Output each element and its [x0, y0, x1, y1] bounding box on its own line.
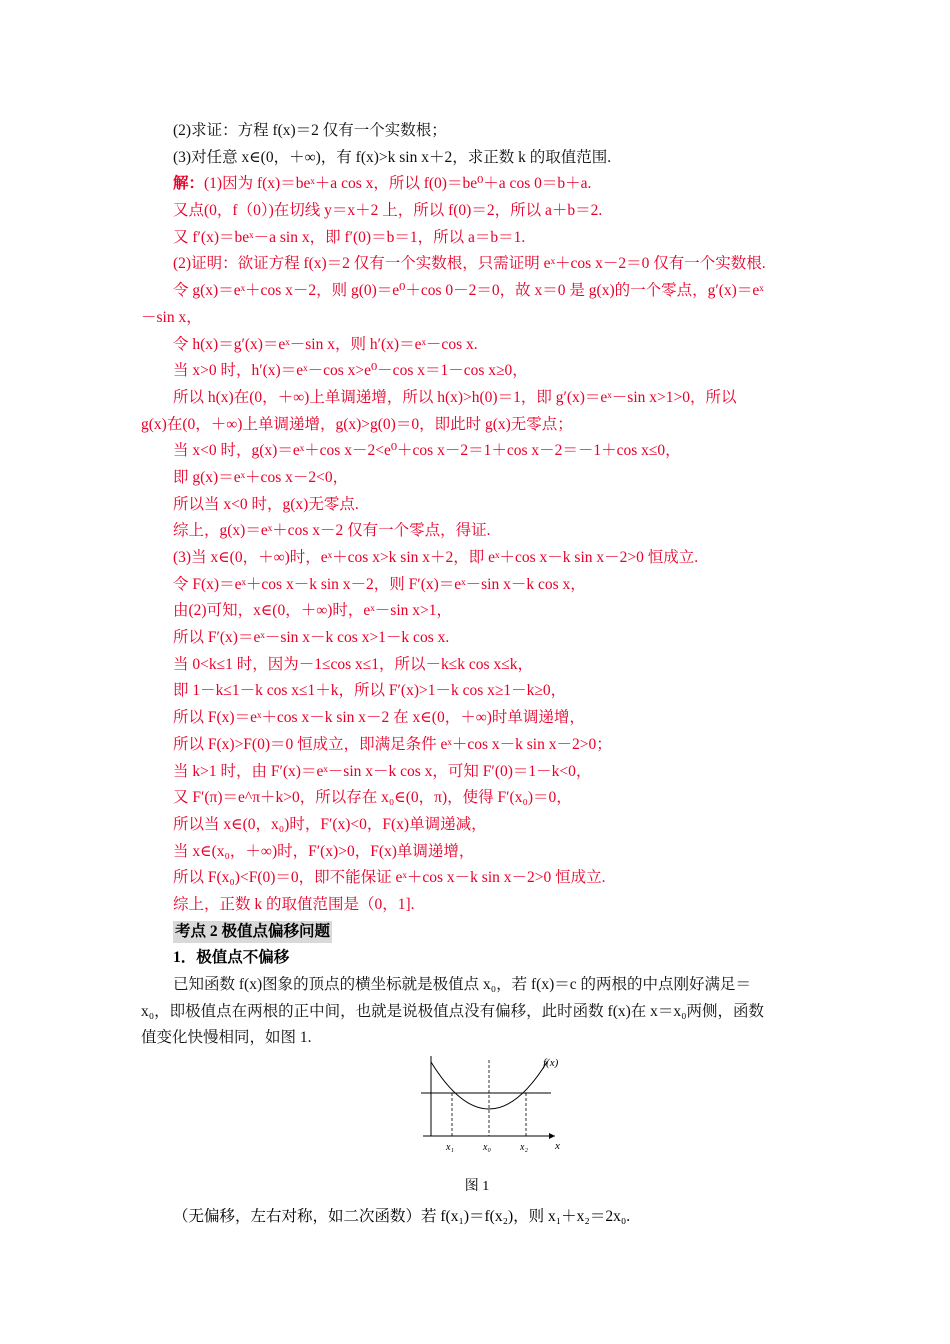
solution-line: [141, 545, 813, 572]
solution-text: 当 x∈(x₀，＋∞)时，F′(x)>0，F(x)单调递增，: [173, 842, 475, 860]
parabola-diagram: [409, 1056, 559, 1166]
solution-text: 当 x<0 时，g(x)＝eˣ＋cos x－2<e⁰＋cos x－2＝1＋cos x－2＝－1＋cos x≤0，: [173, 442, 681, 460]
solution-text: 令 h(x)＝g′(x)＝eˣ－sin x，则 h′(x)＝eˣ－cos x.: [173, 335, 478, 353]
solution-text: 所以当 x∈(0，x₀)时，F′(x)<0，F(x)单调递减，: [173, 815, 487, 833]
solution-line: [141, 465, 813, 492]
solution-text: (2)证明：欲证方程 f(x)＝2 仅有一个实数根，只需证明 eˣ＋cos x－2＝0 仅有一个实数根.: [173, 255, 766, 273]
solution-line: [141, 572, 813, 599]
solution-line: [141, 705, 813, 732]
solution-line: [141, 652, 813, 679]
solution-line: [141, 518, 813, 545]
solution-label: 解：: [173, 175, 205, 193]
x-axis-arrow-icon: [549, 1133, 555, 1139]
footer-line: （无偏移，左右对称，如二次函数）若 f(x₁)＝f(x₂)，则 x₁＋x₂＝2x₀.: [173, 1208, 631, 1226]
solution-line: [141, 332, 813, 359]
solution-text: 所以 F′(x)＝eˣ－sin x－k cos x>1－k cos x.: [173, 629, 450, 647]
solution-text: 综上，g(x)＝eˣ＋cos x－2 仅有一个零点，得证.: [173, 522, 491, 540]
solution-line: [141, 358, 813, 385]
solution-line: [141, 198, 813, 225]
solution-line: [141, 865, 813, 892]
solution-text: 所以 F(x)＝eˣ＋cos x－k sin x－2 在 x∈(0，＋∞)时单调递增，: [173, 709, 585, 727]
solution-line: [141, 225, 813, 252]
solution-text: 即 g(x)＝eˣ＋cos x－2<0，: [173, 468, 349, 486]
solution-line: [141, 598, 813, 625]
solution-text: 当 0<k≤1 时，因为－1≤cos x≤1，所以－k≤k cos x≤k，: [173, 655, 533, 673]
tick-label-x1: x₁: [446, 1142, 454, 1154]
solution-line: [141, 438, 813, 465]
solution-text: 所以 h(x)在(0，＋∞)上单调递增，所以 h(x)>h(0)＝1，即 g′(x)＝eˣ－sin x>1>0，所以: [173, 388, 737, 406]
solution-line: [141, 492, 813, 519]
figure-1: [141, 1056, 813, 1176]
solution-line: [141, 305, 813, 332]
solution-text: (1)因为 f(x)＝beˣ＋a cos x，所以 f(0)＝be⁰＋a cos 0＝b＋a.: [204, 175, 592, 193]
solution-text: 所以当 x<0 时，g(x)无零点.: [173, 495, 359, 513]
solution-line: [141, 732, 813, 759]
tick-label-x0: x₀: [483, 1142, 491, 1154]
solution-text: 当 x>0 时，h′(x)＝eˣ－cos x>e⁰－cos x＝1－cos x≥0，: [173, 362, 528, 380]
solution-text: 又点(0，f（0）)在切线 y＝x＋2 上，所以 f(0)＝2，所以 a＋b＝2.: [173, 202, 603, 220]
document-page: [141, 118, 813, 1230]
solution-line: [141, 412, 813, 439]
solution-text: g(x)在(0，＋∞)上单调递增，g(x)>g(0)＝0，即此时 g(x)无零点；: [141, 415, 573, 433]
subsection-heading: 1．极值点不偏移: [173, 949, 290, 967]
solution-text: －sin x，: [141, 308, 202, 326]
x-axis-label: x: [555, 1140, 560, 1153]
solution-line: [141, 278, 813, 305]
solution-text: 所以 F(x₀)<F(0)＝0，即不能保证 eˣ＋cos x－k sin x－2>0 恒成立.: [173, 869, 606, 887]
body-line: 已知函数 f(x)图象的顶点的横坐标就是极值点 x₀，若 f(x)＝c 的两根的中点刚好满足＝: [173, 976, 752, 993]
solution-text: 又 F′(π)＝e^π＋k>0，所以存在 x₀∈(0，π)，使得 F′(x₀)＝0，: [173, 789, 572, 807]
solution-line: [141, 839, 813, 866]
solution-text: 由(2)可知，x∈(0，＋∞)时，eˣ－sin x>1，: [173, 602, 452, 620]
section-heading-row: [141, 919, 813, 946]
solution-text: 令 g(x)＝eˣ＋cos x－2，则 g(0)＝e⁰＋cos 0－2＝0，故 x＝0 是 g(x)的一个零点，g′(x)＝eˣ: [173, 282, 764, 300]
solution-line: [141, 812, 813, 839]
solution-line: [141, 171, 813, 198]
solution-text: 综上，正数 k 的取值范围是（0，1].: [173, 895, 415, 913]
solution-line: [141, 892, 813, 919]
problem-part-3: (3)对任意 x∈(0，＋∞)，有 f(x)>k sin x＋2，求正数 k 的取值范围.: [173, 148, 612, 166]
solution-text: 令 F(x)＝eˣ＋cos x－k sin x－2，则 F′(x)＝eˣ－sin x－k cos x，: [173, 575, 586, 593]
solution-line: [141, 785, 813, 812]
solution-line: [141, 625, 813, 652]
problem-part-2: (2)求证：方程 f(x)＝2 仅有一个实数根；: [173, 122, 447, 139]
section-heading: 考点 2 极值点偏移问题: [173, 921, 332, 943]
solution-text: 又 f′(x)＝beˣ－a sin x，即 f′(0)＝b＝1，所以 a＝b＝1.: [173, 228, 526, 246]
solution-line: [141, 759, 813, 786]
body-line: x₀，即极值点在两根的正中间，也就是说极值点没有偏移，此时函数 f(x)在 x＝x₀两侧，函数: [141, 1002, 765, 1020]
solution-block: [141, 171, 813, 918]
problem-statement: [141, 118, 813, 171]
tick-label-x2: x₂: [520, 1142, 528, 1154]
curve-label: f(x): [543, 1057, 559, 1070]
solution-line: [141, 678, 813, 705]
solution-line: [141, 251, 813, 278]
solution-text: 当 k>1 时，由 F′(x)＝eˣ－sin x－k cos x，可知 F′(0)＝1－k<0，: [173, 762, 592, 780]
body-line: 值变化快慢相同，如图 1.: [141, 1029, 312, 1047]
solution-text: (3)当 x∈(0，＋∞)时，eˣ＋cos x>k sin x＋2，即 eˣ＋cos x－k sin x－2>0 恒成立.: [173, 549, 699, 566]
figure-caption: 图 1: [464, 1179, 490, 1195]
solution-line: [141, 385, 813, 412]
solution-text: 即 1－k≤1－k cos x≤1＋k，所以 F′(x)>1－k cos x≥1－k≥0，: [173, 682, 567, 700]
body-text: [141, 972, 813, 1052]
solution-text: 所以 F(x)>F(0)＝0 恒成立，即满足条件 eˣ＋cos x－k sin x－2>0；: [173, 735, 612, 753]
